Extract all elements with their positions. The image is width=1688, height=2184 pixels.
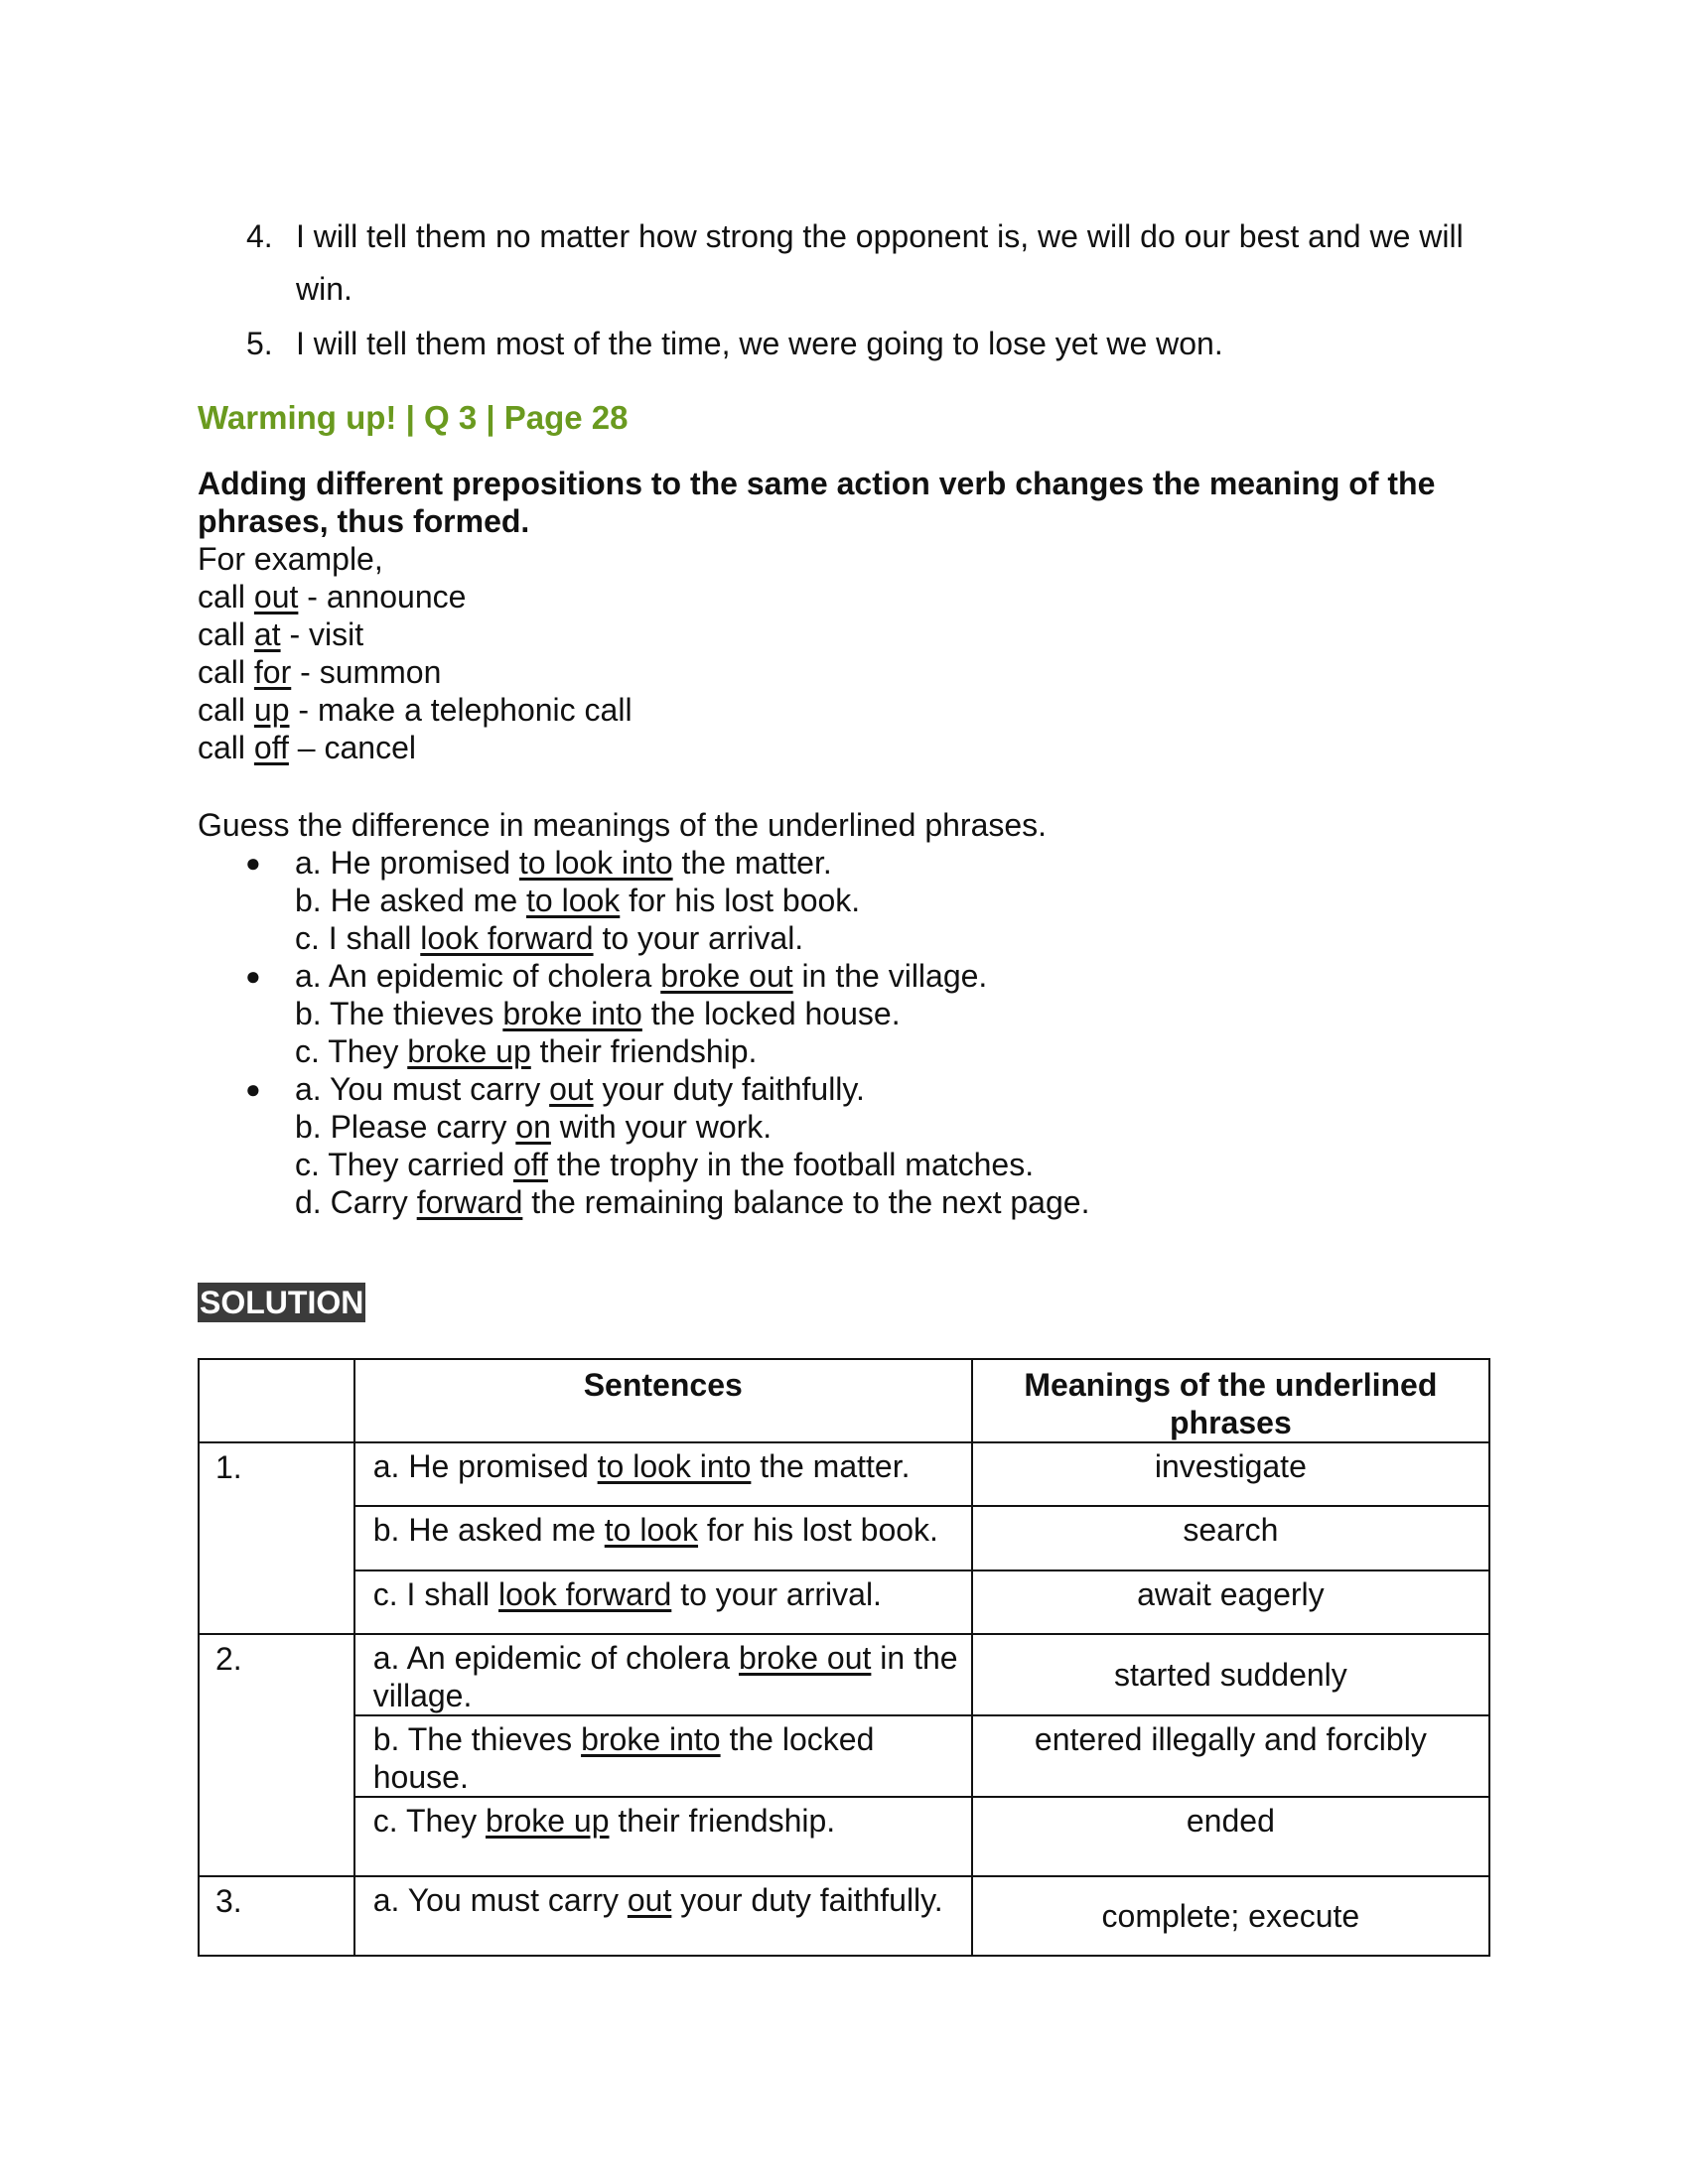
row-number: 1. [199,1442,354,1634]
header-cell [199,1359,354,1442]
list-item: b. The thieves broke into the locked house. [295,996,901,1031]
row-number: 2. [199,1634,354,1876]
table-row [199,1797,1489,1876]
table-row [199,1876,1489,1956]
table-row [199,1715,1489,1797]
solution-label: SOLUTION [200,1285,364,1320]
list-item: b. Please carry on with your work. [295,1109,773,1145]
table-row [199,1570,1489,1634]
bullet-icon: ● [245,1074,261,1104]
list-item: b. He asked me to look for his lost book. [295,883,861,918]
table-row [199,1634,1489,1715]
item-text: I will tell them no matter how strong the opponent is, we will do our best and we will win. [296,218,1464,307]
meaning-cell: investigate [972,1442,1489,1506]
list-item: d. Carry forward the remaining balance to the next page. [295,1184,1090,1220]
sentence-cell: b. He asked me to look for his lost book. [354,1506,972,1570]
table-row [199,1506,1489,1570]
list-item: a. He promised to look into the matter. [295,845,832,881]
for-example-label: For example, [198,541,383,577]
list-item: a. An epidemic of cholera broke out in the village. [295,958,988,994]
list-item: c. They carried off the trophy in the football matches. [295,1147,1035,1182]
table-header-row [199,1359,1489,1442]
list-item: c. I shall look forward to your arrival. [295,920,804,956]
sentence-cell: c. They broke up their friendship. [354,1797,972,1876]
sentence-cell: a. You must carry out your duty faithfully. [354,1876,972,1956]
meaning-cell: ended [972,1797,1489,1876]
examples-block [198,540,633,766]
header-cell: Meanings of the underlined phrases [972,1359,1489,1442]
bullet-icon: ● [245,848,261,878]
sentence-cell: c. I shall look forward to your arrival. [354,1570,972,1634]
sentence-cell: a. He promised to look into the matter. [354,1442,972,1506]
list-item: a. You must carry out your duty faithfully. [295,1071,865,1107]
header-cell: Sentences [354,1359,972,1442]
meaning-cell: entered illegally and forcibly [972,1715,1489,1797]
question-prompt: Guess the difference in meanings of the underlined phrases. [198,807,1048,843]
meaning-cell: search [972,1506,1489,1570]
meaning-cell: await eagerly [972,1570,1489,1634]
item-text: I will tell them most of the time, we were going to lose yet we won. [296,326,1223,361]
meaning-cell: complete; execute [972,1876,1489,1956]
example-line: call up - make a telephonic call [198,692,633,728]
item-number: 5. [246,326,273,361]
section-heading: Warming up! | Q 3 | Page 28 [198,399,629,436]
item-number: 4. [246,218,273,254]
row-number: 3. [199,1876,354,1956]
example-line: call out - announce [198,579,467,614]
example-line: call for - summon [198,654,442,690]
bullet-icon: ● [245,961,261,991]
list-item: c. They broke up their friendship. [295,1033,758,1069]
meaning-cell: started suddenly [972,1634,1489,1715]
table-row [199,1442,1489,1506]
example-line: call off – cancel [198,730,416,765]
example-line: call at - visit [198,616,364,652]
intro-paragraph: Adding different prepositions to the same action verb changes the meaning of the phrases, thus formed. [198,466,1436,539]
sentence-cell: b. The thieves broke into the locked house. [354,1715,972,1797]
sentence-cell: a. An epidemic of cholera broke out in the village. [354,1634,972,1715]
solution-table [198,1358,1490,1957]
